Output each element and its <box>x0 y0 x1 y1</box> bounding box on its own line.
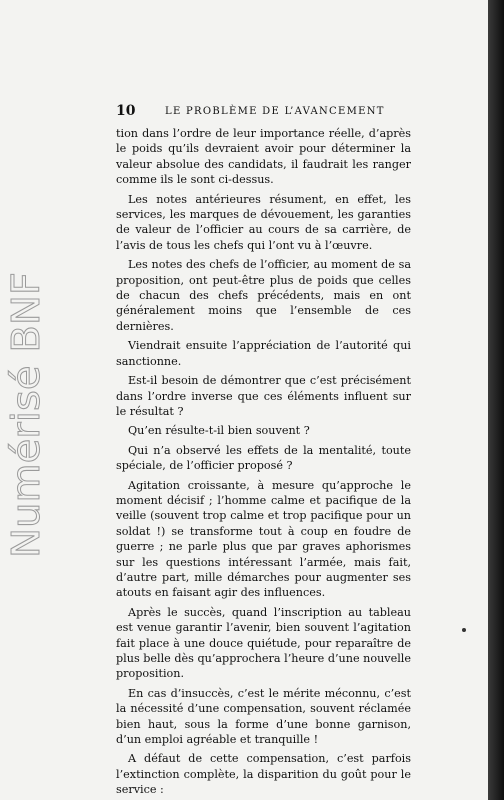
running-title: LE PROBLÈME DE L’AVANCEMENT <box>165 106 385 117</box>
paragraph: A défaut de cette compensation, c’est parfois l’extinction complète, la disparition du goût pour le service : <box>116 752 411 797</box>
watermark-text: Numérisé BNF <box>6 287 46 558</box>
body-text <box>116 126 411 798</box>
paragraph: Viendrait ensuite l’appréciation de l’autorité qui sanctionne. <box>116 339 411 368</box>
watermark-graphic <box>6 270 46 560</box>
paragraph: En cas d’insuccès, c’est le mérite méconnu, c’est la nécessité d’une compensation, souvent réclamée bien haut, sous la forme d’une bonne garnison, d’un emploi agréable et tranquille ! <box>116 686 411 747</box>
page-number: 10 <box>116 103 136 119</box>
paragraph: Qui n’a observé les effets de la mentalité, toute spéciale, de l’officier proposé ? <box>116 443 411 473</box>
paragraph: tion dans l’ordre de leur importance réelle, d’après le poids qu’ils devraient avoir pour déterminer la valeur absolue des candidats, il faudrait les ranger comme ils le sont ci-dessus. <box>116 127 411 187</box>
ink-speck <box>462 628 466 632</box>
paragraph: Est-il besoin de démontrer que c’est précisément dans l’ordre inverse que ces éléments influent sur le résultat ? <box>116 374 411 418</box>
paragraph: Qu’en résulte-t-il bien souvent ? <box>128 424 310 438</box>
book-spine-shadow <box>488 0 504 800</box>
bnf-watermark <box>6 270 46 560</box>
paragraph: Les notes antérieures résument, en effet, les services, les marques de dévouement, les garanties de valeur de l’officier au cours de sa carrière, de l’avis de tous les chefs qui l’ont vu à l’œuvre. <box>116 192 411 252</box>
paragraph: Agitation croissante, à mesure qu’approche le moment décisif ; l’homme calme et pacifique de la veille (souvent trop calme et trop pacifique pour un soldat !) se transforme tout à coup en foudre de guerre ; ne parle plus que par graves aphorismes sur les questions intéressant l’armée, mais fait, d’autre part, mille démarches pour augmenter ses atouts en faisant agir des influences. <box>116 478 411 600</box>
paragraph: Après le succès, quand l’inscription au tableau est venue garantir l’avenir, bien souvent l’agitation fait place à une douce quiétude, pour reparaître de plus belle dès qu’approchera l’heure d’une nouvelle proposition. <box>116 605 411 681</box>
paragraph: Les notes des chefs de l’officier, au moment de sa proposition, ont peut-être plus de poids que celles de chacun des chefs précédents, mais en ont généralement moins que l’ensemble de ces dernières. <box>116 258 411 333</box>
